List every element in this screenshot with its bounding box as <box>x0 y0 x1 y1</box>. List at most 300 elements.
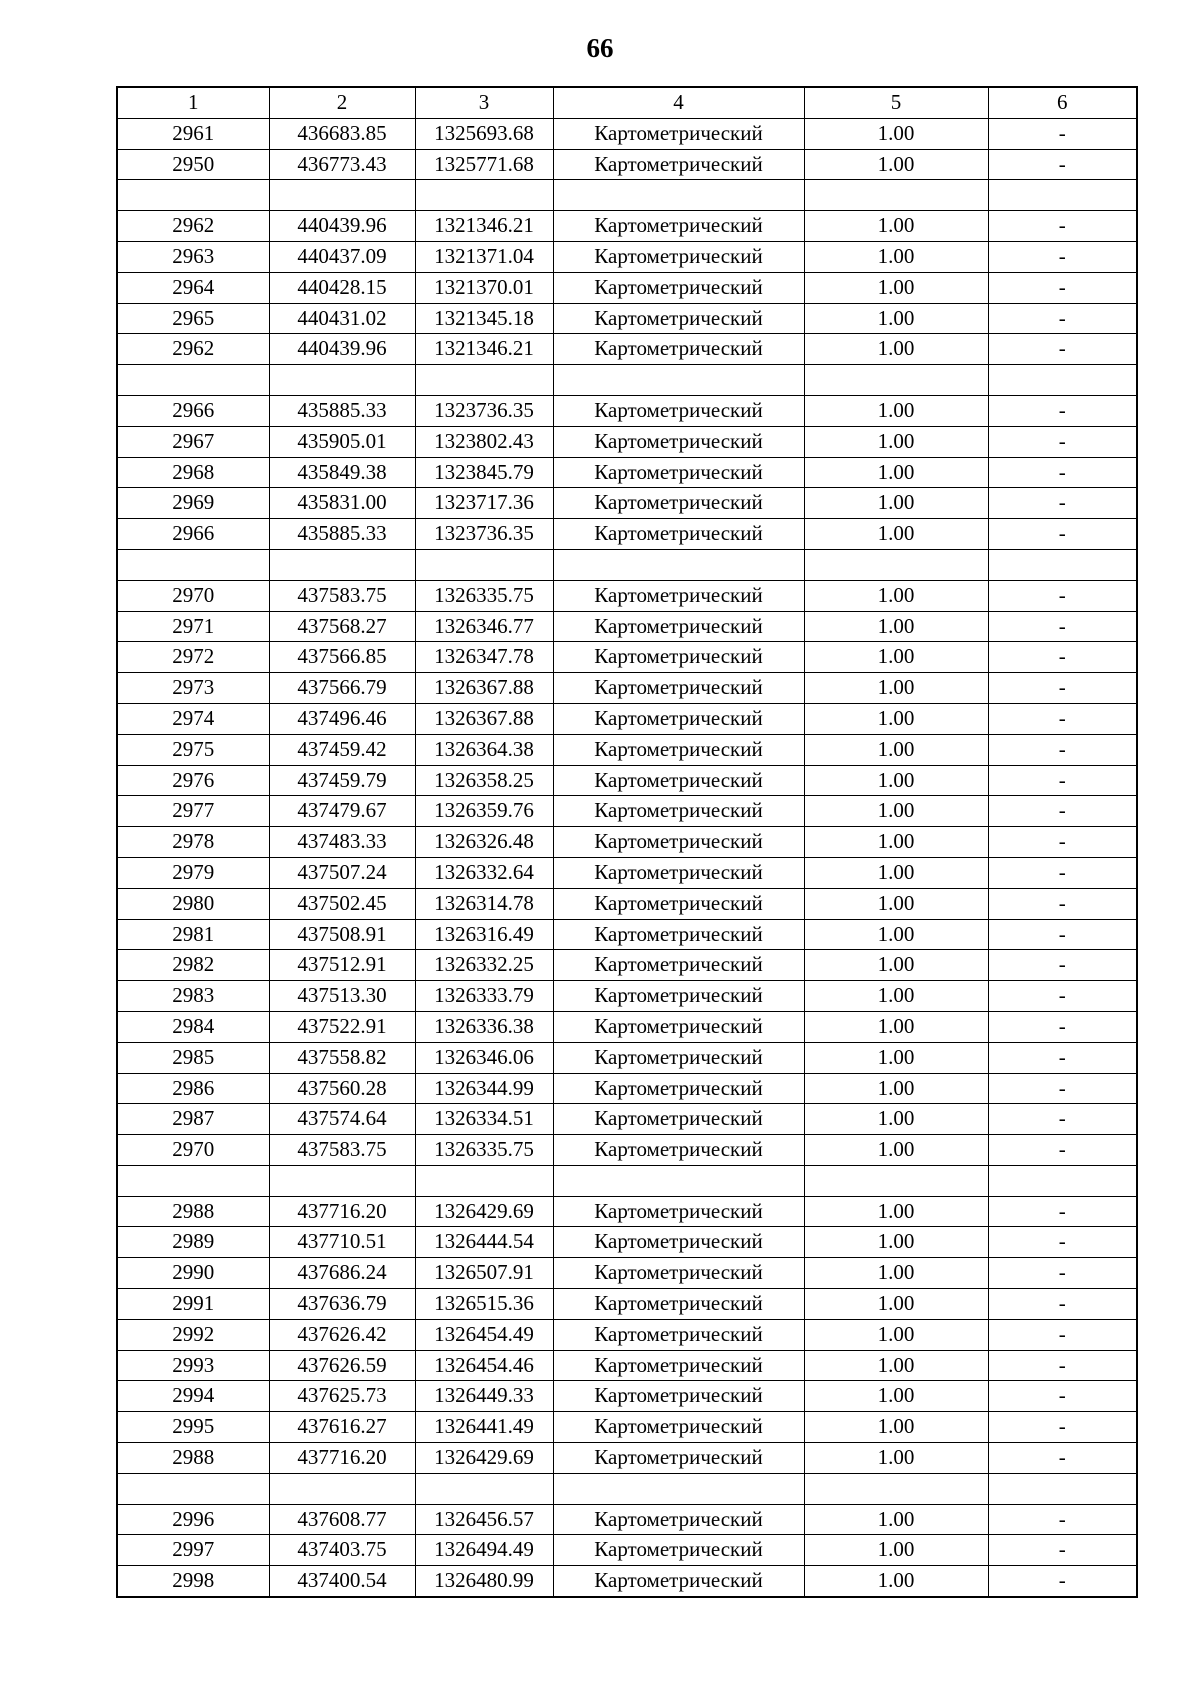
note-cell: - <box>988 857 1137 888</box>
table-separator-row <box>117 180 1137 211</box>
method-cell: Картометрический <box>553 426 804 457</box>
method-cell: Картометрический <box>553 211 804 242</box>
y-coordinate-cell: 1326334.51 <box>415 1104 553 1135</box>
table-row <box>117 149 1137 180</box>
method-cell: Картометрический <box>553 395 804 426</box>
y-coordinate-cell: 1326494.49 <box>415 1535 553 1566</box>
table-row <box>117 241 1137 272</box>
y-coordinate-cell: 1326429.69 <box>415 1443 553 1474</box>
table-body <box>117 87 1137 1597</box>
table-row <box>117 1073 1137 1104</box>
y-coordinate-cell: 1323845.79 <box>415 457 553 488</box>
x-coordinate-cell <box>269 549 415 580</box>
point-number-cell: 2968 <box>117 457 269 488</box>
method-cell: Картометрический <box>553 118 804 149</box>
note-cell: - <box>988 1042 1137 1073</box>
column-header: 4 <box>553 87 804 118</box>
x-coordinate-cell: 437566.79 <box>269 673 415 704</box>
method-cell: Картометрический <box>553 334 804 365</box>
y-coordinate-cell: 1326344.99 <box>415 1073 553 1104</box>
table-row <box>117 981 1137 1012</box>
y-coordinate-cell: 1323736.35 <box>415 395 553 426</box>
point-number-cell: 2972 <box>117 642 269 673</box>
table-row <box>117 950 1137 981</box>
note-cell: - <box>988 580 1137 611</box>
note-cell: - <box>988 981 1137 1012</box>
y-coordinate-cell: 1326347.78 <box>415 642 553 673</box>
accuracy-cell: 1.00 <box>804 118 988 149</box>
x-coordinate-cell: 435905.01 <box>269 426 415 457</box>
accuracy-cell: 1.00 <box>804 796 988 827</box>
table-row <box>117 734 1137 765</box>
page-number: 66 <box>586 33 614 63</box>
x-coordinate-cell: 440431.02 <box>269 303 415 334</box>
accuracy-cell: 1.00 <box>804 827 988 858</box>
table-row <box>117 611 1137 642</box>
note-cell: - <box>988 1319 1137 1350</box>
table-row <box>117 673 1137 704</box>
note-cell: - <box>988 1196 1137 1227</box>
accuracy-cell: 1.00 <box>804 1566 988 1597</box>
point-number-cell: 2971 <box>117 611 269 642</box>
point-number-cell <box>117 180 269 211</box>
point-number-cell: 2964 <box>117 272 269 303</box>
note-cell <box>988 1473 1137 1504</box>
note-cell: - <box>988 118 1137 149</box>
accuracy-cell: 1.00 <box>804 888 988 919</box>
method-cell: Картометрический <box>553 1289 804 1320</box>
accuracy-cell: 1.00 <box>804 765 988 796</box>
y-coordinate-cell <box>415 1473 553 1504</box>
point-number-cell: 2966 <box>117 519 269 550</box>
method-cell: Картометрический <box>553 1042 804 1073</box>
y-coordinate-cell: 1321371.04 <box>415 241 553 272</box>
x-coordinate-cell: 437483.33 <box>269 827 415 858</box>
y-coordinate-cell: 1325693.68 <box>415 118 553 149</box>
y-coordinate-cell <box>415 1165 553 1196</box>
accuracy-cell: 1.00 <box>804 1196 988 1227</box>
table-separator-row <box>117 365 1137 396</box>
table-row <box>117 1381 1137 1412</box>
note-cell: - <box>988 457 1137 488</box>
table-row <box>117 1196 1137 1227</box>
x-coordinate-cell: 435831.00 <box>269 488 415 519</box>
point-number-cell: 2970 <box>117 580 269 611</box>
method-cell: Картометрический <box>553 1135 804 1166</box>
table-row <box>117 919 1137 950</box>
accuracy-cell: 1.00 <box>804 919 988 950</box>
table-row <box>117 1227 1137 1258</box>
y-coordinate-cell: 1326515.36 <box>415 1289 553 1320</box>
point-number-cell: 2993 <box>117 1350 269 1381</box>
y-coordinate-cell: 1326449.33 <box>415 1381 553 1412</box>
point-number-cell: 2970 <box>117 1135 269 1166</box>
note-cell <box>988 549 1137 580</box>
accuracy-cell: 1.00 <box>804 426 988 457</box>
y-coordinate-cell: 1326358.25 <box>415 765 553 796</box>
note-cell: - <box>988 272 1137 303</box>
x-coordinate-cell: 437560.28 <box>269 1073 415 1104</box>
y-coordinate-cell: 1321345.18 <box>415 303 553 334</box>
accuracy-cell: 1.00 <box>804 1381 988 1412</box>
method-cell: Картометрический <box>553 611 804 642</box>
point-number-cell <box>117 1165 269 1196</box>
accuracy-cell: 1.00 <box>804 1227 988 1258</box>
method-cell: Картометрический <box>553 1566 804 1597</box>
x-coordinate-cell: 437686.24 <box>269 1258 415 1289</box>
x-coordinate-cell: 440428.15 <box>269 272 415 303</box>
point-number-cell: 2985 <box>117 1042 269 1073</box>
accuracy-cell <box>804 549 988 580</box>
accuracy-cell: 1.00 <box>804 1011 988 1042</box>
table-row <box>117 1135 1137 1166</box>
table-separator-row <box>117 1473 1137 1504</box>
note-cell: - <box>988 642 1137 673</box>
point-number-cell: 2982 <box>117 950 269 981</box>
point-number-cell <box>117 1473 269 1504</box>
method-cell: Картометрический <box>553 1011 804 1042</box>
accuracy-cell: 1.00 <box>804 981 988 1012</box>
accuracy-cell: 1.00 <box>804 642 988 673</box>
note-cell <box>988 1165 1137 1196</box>
table-row <box>117 1412 1137 1443</box>
y-coordinate-cell: 1326326.48 <box>415 827 553 858</box>
method-cell: Картометрический <box>553 1104 804 1135</box>
x-coordinate-cell: 437400.54 <box>269 1566 415 1597</box>
y-coordinate-cell: 1326332.25 <box>415 950 553 981</box>
accuracy-cell: 1.00 <box>804 1135 988 1166</box>
x-coordinate-cell: 437626.59 <box>269 1350 415 1381</box>
y-coordinate-cell: 1321346.21 <box>415 211 553 242</box>
accuracy-cell: 1.00 <box>804 611 988 642</box>
method-cell: Картометрический <box>553 981 804 1012</box>
accuracy-cell: 1.00 <box>804 457 988 488</box>
method-cell: Картометрический <box>553 488 804 519</box>
y-coordinate-cell: 1326441.49 <box>415 1412 553 1443</box>
point-number-cell <box>117 549 269 580</box>
note-cell: - <box>988 765 1137 796</box>
note-cell: - <box>988 1412 1137 1443</box>
table-row <box>117 1104 1137 1135</box>
point-number-cell: 2962 <box>117 211 269 242</box>
table-header-row <box>117 87 1137 118</box>
x-coordinate-cell: 437626.42 <box>269 1319 415 1350</box>
accuracy-cell: 1.00 <box>804 211 988 242</box>
table-row <box>117 827 1137 858</box>
column-header: 5 <box>804 87 988 118</box>
method-cell: Картометрический <box>553 1504 804 1535</box>
x-coordinate-cell: 436773.43 <box>269 149 415 180</box>
table-row <box>117 796 1137 827</box>
accuracy-cell: 1.00 <box>804 1042 988 1073</box>
point-number-cell: 2963 <box>117 241 269 272</box>
y-coordinate-cell: 1326332.64 <box>415 857 553 888</box>
point-number-cell: 2980 <box>117 888 269 919</box>
method-cell: Картометрический <box>553 827 804 858</box>
method-cell: Картометрический <box>553 1535 804 1566</box>
x-coordinate-cell: 437522.91 <box>269 1011 415 1042</box>
y-coordinate-cell: 1326346.77 <box>415 611 553 642</box>
note-cell: - <box>988 950 1137 981</box>
point-number-cell: 2962 <box>117 334 269 365</box>
accuracy-cell: 1.00 <box>804 580 988 611</box>
y-coordinate-cell: 1326335.75 <box>415 1135 553 1166</box>
x-coordinate-cell: 437459.42 <box>269 734 415 765</box>
method-cell: Картометрический <box>553 950 804 981</box>
method-cell: Картометрический <box>553 796 804 827</box>
accuracy-cell: 1.00 <box>804 303 988 334</box>
table-row <box>117 1535 1137 1566</box>
method-cell: Картометрический <box>553 272 804 303</box>
y-coordinate-cell: 1326359.76 <box>415 796 553 827</box>
note-cell: - <box>988 1227 1137 1258</box>
accuracy-cell: 1.00 <box>804 1350 988 1381</box>
point-number-cell: 2978 <box>117 827 269 858</box>
x-coordinate-cell: 436683.85 <box>269 118 415 149</box>
point-number-cell: 2981 <box>117 919 269 950</box>
note-cell: - <box>988 1381 1137 1412</box>
x-coordinate-cell: 437583.75 <box>269 1135 415 1166</box>
method-cell: Картометрический <box>553 1350 804 1381</box>
note-cell: - <box>988 488 1137 519</box>
method-cell: Картометрический <box>553 642 804 673</box>
note-cell: - <box>988 334 1137 365</box>
method-cell: Картометрический <box>553 1319 804 1350</box>
x-coordinate-cell: 437459.79 <box>269 765 415 796</box>
note-cell: - <box>988 827 1137 858</box>
x-coordinate-cell: 437583.75 <box>269 580 415 611</box>
point-number-cell: 2988 <box>117 1196 269 1227</box>
method-cell: Картометрический <box>553 1227 804 1258</box>
table-row <box>117 1289 1137 1320</box>
note-cell: - <box>988 734 1137 765</box>
method-cell: Картометрический <box>553 765 804 796</box>
note-cell: - <box>988 888 1137 919</box>
point-number-cell: 2983 <box>117 981 269 1012</box>
point-number-cell: 2995 <box>117 1412 269 1443</box>
point-number-cell: 2998 <box>117 1566 269 1597</box>
accuracy-cell: 1.00 <box>804 734 988 765</box>
note-cell: - <box>988 1135 1137 1166</box>
note-cell: - <box>988 1011 1137 1042</box>
point-number-cell: 2977 <box>117 796 269 827</box>
table-row <box>117 457 1137 488</box>
x-coordinate-cell <box>269 1165 415 1196</box>
point-number-cell: 2996 <box>117 1504 269 1535</box>
note-cell: - <box>988 1104 1137 1135</box>
y-coordinate-cell: 1326507.91 <box>415 1258 553 1289</box>
accuracy-cell: 1.00 <box>804 703 988 734</box>
note-cell: - <box>988 1289 1137 1320</box>
method-cell: Картометрический <box>553 519 804 550</box>
y-coordinate-cell: 1326454.49 <box>415 1319 553 1350</box>
note-cell: - <box>988 1258 1137 1289</box>
table-row <box>117 1011 1137 1042</box>
point-number-cell: 2988 <box>117 1443 269 1474</box>
accuracy-cell <box>804 365 988 396</box>
method-cell: Картометрический <box>553 149 804 180</box>
x-coordinate-cell: 440437.09 <box>269 241 415 272</box>
table-row <box>117 857 1137 888</box>
x-coordinate-cell: 435885.33 <box>269 519 415 550</box>
note-cell: - <box>988 241 1137 272</box>
x-coordinate-cell: 437716.20 <box>269 1443 415 1474</box>
x-coordinate-cell: 437479.67 <box>269 796 415 827</box>
accuracy-cell: 1.00 <box>804 1104 988 1135</box>
x-coordinate-cell: 437625.73 <box>269 1381 415 1412</box>
accuracy-cell: 1.00 <box>804 1073 988 1104</box>
column-header: 2 <box>269 87 415 118</box>
x-coordinate-cell <box>269 1473 415 1504</box>
point-number-cell: 2974 <box>117 703 269 734</box>
x-coordinate-cell: 437403.75 <box>269 1535 415 1566</box>
table-row <box>117 1566 1137 1597</box>
point-number-cell: 2969 <box>117 488 269 519</box>
column-header: 6 <box>988 87 1137 118</box>
method-cell: Картометрический <box>553 1443 804 1474</box>
method-cell: Картометрический <box>553 580 804 611</box>
point-number-cell <box>117 365 269 396</box>
y-coordinate-cell: 1321346.21 <box>415 334 553 365</box>
note-cell: - <box>988 1566 1137 1597</box>
point-number-cell: 2979 <box>117 857 269 888</box>
coordinates-table <box>116 86 1138 1598</box>
method-cell <box>553 549 804 580</box>
table-row <box>117 519 1137 550</box>
table-row <box>117 1443 1137 1474</box>
point-number-cell: 2961 <box>117 118 269 149</box>
accuracy-cell <box>804 1473 988 1504</box>
table-row <box>117 1350 1137 1381</box>
method-cell: Картометрический <box>553 703 804 734</box>
accuracy-cell <box>804 180 988 211</box>
y-coordinate-cell: 1326364.38 <box>415 734 553 765</box>
y-coordinate-cell: 1321370.01 <box>415 272 553 303</box>
table-separator-row <box>117 1165 1137 1196</box>
point-number-cell: 2975 <box>117 734 269 765</box>
x-coordinate-cell: 440439.96 <box>269 211 415 242</box>
table-row <box>117 580 1137 611</box>
accuracy-cell: 1.00 <box>804 1258 988 1289</box>
point-number-cell: 2991 <box>117 1289 269 1320</box>
method-cell: Картометрический <box>553 1073 804 1104</box>
point-number-cell: 2989 <box>117 1227 269 1258</box>
accuracy-cell: 1.00 <box>804 334 988 365</box>
method-cell <box>553 180 804 211</box>
method-cell: Картометрический <box>553 1381 804 1412</box>
point-number-cell: 2990 <box>117 1258 269 1289</box>
table-row <box>117 1042 1137 1073</box>
accuracy-cell: 1.00 <box>804 1289 988 1320</box>
point-number-cell: 2965 <box>117 303 269 334</box>
point-number-cell: 2992 <box>117 1319 269 1350</box>
y-coordinate-cell <box>415 549 553 580</box>
y-coordinate-cell <box>415 365 553 396</box>
x-coordinate-cell: 437608.77 <box>269 1504 415 1535</box>
accuracy-cell: 1.00 <box>804 857 988 888</box>
y-coordinate-cell: 1326314.78 <box>415 888 553 919</box>
x-coordinate-cell: 437566.85 <box>269 642 415 673</box>
table-row <box>117 1504 1137 1535</box>
y-coordinate-cell: 1326429.69 <box>415 1196 553 1227</box>
note-cell: - <box>988 673 1137 704</box>
y-coordinate-cell: 1323802.43 <box>415 426 553 457</box>
x-coordinate-cell: 437574.64 <box>269 1104 415 1135</box>
x-coordinate-cell: 437502.45 <box>269 888 415 919</box>
column-header: 1 <box>117 87 269 118</box>
note-cell: - <box>988 796 1137 827</box>
x-coordinate-cell: 435849.38 <box>269 457 415 488</box>
point-number-cell: 2984 <box>117 1011 269 1042</box>
method-cell: Картометрический <box>553 457 804 488</box>
x-coordinate-cell: 437496.46 <box>269 703 415 734</box>
x-coordinate-cell: 437710.51 <box>269 1227 415 1258</box>
method-cell: Картометрический <box>553 303 804 334</box>
accuracy-cell: 1.00 <box>804 1412 988 1443</box>
table-row <box>117 118 1137 149</box>
x-coordinate-cell: 437513.30 <box>269 981 415 1012</box>
point-number-cell: 2966 <box>117 395 269 426</box>
table-row <box>117 272 1137 303</box>
note-cell: - <box>988 1443 1137 1474</box>
point-number-cell: 2973 <box>117 673 269 704</box>
method-cell: Картометрический <box>553 1258 804 1289</box>
accuracy-cell: 1.00 <box>804 673 988 704</box>
table-row <box>117 426 1137 457</box>
x-coordinate-cell: 437512.91 <box>269 950 415 981</box>
x-coordinate-cell: 437636.79 <box>269 1289 415 1320</box>
method-cell: Картометрический <box>553 888 804 919</box>
note-cell: - <box>988 519 1137 550</box>
note-cell <box>988 180 1137 211</box>
method-cell: Картометрический <box>553 919 804 950</box>
x-coordinate-cell: 437558.82 <box>269 1042 415 1073</box>
accuracy-cell: 1.00 <box>804 395 988 426</box>
x-coordinate-cell: 437568.27 <box>269 611 415 642</box>
x-coordinate-cell: 437507.24 <box>269 857 415 888</box>
table-row <box>117 765 1137 796</box>
note-cell: - <box>988 919 1137 950</box>
column-header: 3 <box>415 87 553 118</box>
table-row <box>117 703 1137 734</box>
y-coordinate-cell: 1323736.35 <box>415 519 553 550</box>
accuracy-cell: 1.00 <box>804 1535 988 1566</box>
table-row <box>117 888 1137 919</box>
table-separator-row <box>117 549 1137 580</box>
note-cell: - <box>988 395 1137 426</box>
note-cell: - <box>988 1350 1137 1381</box>
note-cell: - <box>988 1504 1137 1535</box>
point-number-cell: 2986 <box>117 1073 269 1104</box>
y-coordinate-cell: 1326333.79 <box>415 981 553 1012</box>
y-coordinate-cell: 1323717.36 <box>415 488 553 519</box>
accuracy-cell: 1.00 <box>804 1319 988 1350</box>
method-cell: Картометрический <box>553 1412 804 1443</box>
table-row <box>117 642 1137 673</box>
y-coordinate-cell: 1326367.88 <box>415 703 553 734</box>
y-coordinate-cell: 1326335.75 <box>415 580 553 611</box>
table-row <box>117 488 1137 519</box>
y-coordinate-cell: 1326444.54 <box>415 1227 553 1258</box>
accuracy-cell: 1.00 <box>804 1443 988 1474</box>
note-cell: - <box>988 1535 1137 1566</box>
accuracy-cell: 1.00 <box>804 519 988 550</box>
method-cell: Картометрический <box>553 673 804 704</box>
note-cell: - <box>988 426 1137 457</box>
method-cell: Картометрический <box>553 857 804 888</box>
y-coordinate-cell: 1326367.88 <box>415 673 553 704</box>
note-cell: - <box>988 211 1137 242</box>
